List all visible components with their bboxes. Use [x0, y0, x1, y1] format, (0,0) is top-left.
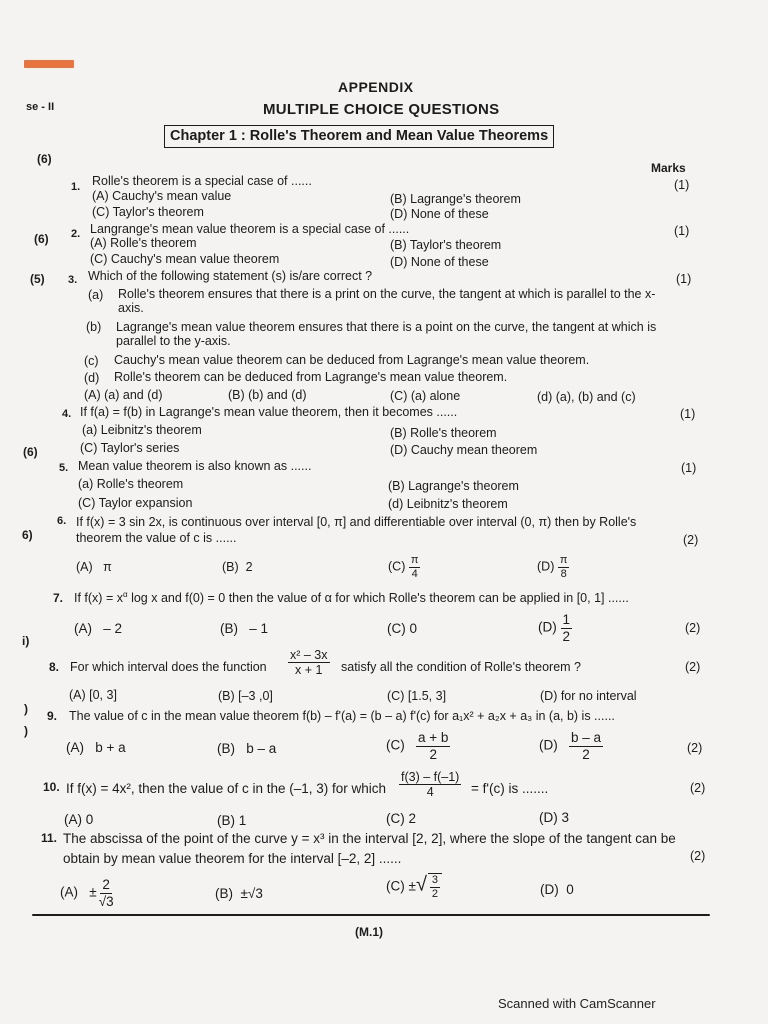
scanner-watermark: Scanned with CamScanner [498, 996, 656, 1011]
question-number: 4. [62, 408, 72, 420]
bottom-rule [32, 914, 710, 916]
side-label: se - II [26, 101, 55, 113]
margin-number: ) [24, 724, 28, 738]
option-d: (D) $\frac{1}{2}$ [538, 612, 571, 644]
radical-sign: √ [415, 873, 427, 896]
question-number: 8. [49, 660, 60, 674]
margin-number: ) [24, 702, 28, 716]
question-number: 9. [47, 709, 58, 723]
question-text-part-b: = f'(c) is ....... [471, 781, 549, 796]
question-number: 10. [43, 780, 60, 794]
option-d [537, 554, 569, 580]
question-text-part-a: For which interval does the function [70, 660, 267, 674]
statement-text: Cauchy's mean value theorem can be deduced from Lagrange's mean value theorem. [114, 353, 590, 367]
option-a [76, 560, 112, 574]
fraction: $\frac{2}{√3}$ [98, 877, 114, 909]
question-marks: (2) [683, 533, 699, 547]
question-marks: (2) [690, 781, 706, 795]
question-fraction [288, 648, 330, 678]
margin-number: (6) [34, 232, 49, 246]
option-b: (B) 1 [217, 813, 247, 828]
question-number: 6. [57, 515, 67, 527]
option-d: (D) Cauchy mean theorem [390, 443, 538, 457]
statement-label: (b) [86, 320, 102, 334]
question-text: Mean value theorem is also known as ...... [78, 459, 312, 473]
option-d: (D) $\frac{b - a}{2}$ [539, 730, 602, 762]
option-value: π [103, 560, 112, 574]
statement-label: (c) [84, 354, 99, 368]
statement-label: (d) [84, 371, 100, 385]
option-b: (B) (b) and (d) [228, 388, 307, 402]
margin-number: (6) [37, 152, 52, 166]
question-text-part-a: If f(x) = 4x², then the value of c in the (–1, 3) for which [66, 781, 387, 796]
option-d: (D) None of these [390, 207, 489, 221]
option-label: (C) [388, 559, 406, 574]
option-b: (B) ±√3 [215, 886, 263, 901]
question-text-line2: obtain by mean value theorem for the interval [–2, 2] ...... [63, 851, 402, 866]
fraction: $\frac{b - a}{2}$ [571, 730, 602, 762]
option-a: (A) ± $\frac{2}{√3}$ [60, 877, 114, 909]
option-b: (B) Taylor's theorem [390, 238, 502, 252]
margin-number: i) [22, 634, 30, 648]
margin-number: (6) [23, 445, 38, 459]
option-d: (D) None of these [390, 255, 489, 269]
option-c: (C) Taylor's theorem [92, 205, 204, 219]
fraction: $\frac{\pi}{8}$ [559, 554, 568, 580]
question-text: Langrange's mean value theorem is a special case of ...... [90, 222, 410, 236]
option-value: 2 [245, 560, 253, 574]
question-number: 3. [68, 274, 78, 286]
question-marks: (1) [680, 407, 696, 421]
statement-text: Rolle's theorem can be deduced from Lagrange's mean value theorem. [114, 370, 508, 384]
fraction: $\frac{a + b}{2}$ [418, 730, 449, 762]
mcq-title: MULTIPLE CHOICE QUESTIONS [263, 101, 500, 118]
option-b: (B) b – a [217, 741, 277, 756]
option-c: (C) Taylor expansion [78, 496, 193, 510]
option-b: (B) – 1 [220, 621, 269, 636]
question-text-line2: theorem the value of c is ...... [76, 531, 237, 545]
option-a: (A) (a) and (d) [84, 388, 163, 402]
option-label: (A) [76, 560, 93, 574]
statement-label: (a) [88, 288, 104, 302]
question-number: 7. [53, 591, 64, 605]
question-number: 2. [71, 228, 81, 240]
statement-text: axis. [118, 301, 144, 315]
question-number: 1. [71, 181, 81, 193]
question-text: If $f(x) = x^\alpha$ log x and f(0) = 0 then the value of α for which Rolle's theorem can be applied in [0, 1] ...... [74, 590, 629, 606]
margin-number: (5) [30, 272, 45, 286]
question-text-part-b: satisfy all the condition of Rolle's theorem ? [341, 660, 582, 674]
option-b: (B) Lagrange's theorem [388, 479, 519, 493]
question-marks: (1) [674, 178, 690, 192]
fraction: $\frac{3}{2}$ [431, 874, 439, 900]
option-c [388, 554, 420, 580]
option-b [222, 560, 253, 574]
option-a: (A) Cauchy's mean value [92, 189, 232, 203]
question-text: The value of c in the mean value theorem f(b) – f'(a) = (b – a) f'(c) for a₁x² + a₂x + a₃ in (a, b) is ...... [69, 709, 615, 723]
option-c: (C) 0 [387, 621, 418, 636]
question-fraction [399, 770, 461, 800]
fraction: $\frac{\text{x² – 3x}}{x + 1}$ [290, 648, 328, 678]
option-c: (C) Cauchy's mean value theorem [90, 252, 280, 266]
question-marks: (1) [676, 272, 692, 286]
question-text: Rolle's theorem is a special case of ...... [92, 174, 312, 188]
marks-heading: Marks [651, 161, 686, 175]
question-marks: (2) [690, 849, 706, 863]
fraction: $\frac{f(3) - f(-1)}{4}$ [401, 770, 460, 800]
option-c: (C) [1.5, 3] [387, 689, 447, 703]
option-d: (D) 3 [539, 810, 569, 825]
option-c: (C) 2 [386, 811, 416, 826]
question-marks: (2) [685, 621, 701, 635]
option-a: (a) Rolle's theorem [78, 477, 184, 491]
question-text: Which of the following statement (s) is/are correct ? [88, 269, 373, 283]
option-a: (A) – 2 [74, 621, 123, 636]
fraction: $\frac{1}{2}$ [562, 612, 571, 644]
question-text: If f(x) = 3 sin 2x, is continuous over interval [0, π] and differentiable over interval (0, π) then by Rolle's [76, 515, 637, 529]
question-number: 11. [41, 831, 58, 845]
option-label: (D) [537, 559, 555, 574]
orange-tab-mark [24, 60, 74, 68]
option-d: (d) (a), (b) and (c) [537, 390, 636, 404]
option-c: (C) ±√ $\frac{3}{2}$ [386, 873, 442, 900]
option-d: (D) 0 [540, 882, 574, 897]
question-marks: (2) [687, 741, 703, 755]
margin-number: 6) [22, 528, 33, 542]
radicand [428, 873, 442, 900]
appendix-heading: APPENDIX [338, 79, 414, 95]
option-d: (D) for no interval [540, 689, 637, 703]
option-c: (C) (a) alone [390, 389, 461, 403]
option-b: (B) Lagrange's theorem [390, 192, 521, 206]
question-marks: (2) [685, 660, 701, 674]
question-text: If f(a) = f(b) in Lagrange's mean value theorem, then it becomes ...... [80, 405, 458, 419]
option-a: (A) [0, 3] [69, 688, 117, 702]
option-b: (B) [–3 ,0] [218, 689, 273, 703]
page-code: (M.1) [355, 925, 383, 939]
option-a: (a) Leibnitz's theorem [82, 423, 202, 437]
option-a: (A) Rolle's theorem [90, 236, 197, 250]
question-marks: (1) [674, 224, 690, 238]
statement-text: Rolle's theorem ensures that there is a print on the curve, the tangent at which is parallel to the x- [118, 287, 656, 301]
question-text: The abscissa of the point of the curve y = x³ in the interval [2, 2], where the slope of the tangent can be [63, 831, 676, 846]
option-b: (B) Rolle's theorem [390, 426, 497, 440]
option-a: (A) b + a [66, 740, 126, 755]
statement-text: parallel to the y-axis. [116, 334, 231, 348]
option-c: (C) Taylor's series [80, 441, 180, 455]
chapter-title: Chapter 1 : Rolle's Theorem and Mean Value Theorems [164, 125, 554, 148]
fraction: $\frac{\pi}{4}$ [410, 554, 419, 580]
question-marks: (1) [681, 461, 697, 475]
option-d: (d) Leibnitz's theorem [388, 497, 508, 511]
statement-text: Lagrange's mean value theorem ensures that there is a point on the curve, the tangent at which is [116, 320, 657, 334]
option-label: (B) [222, 560, 239, 574]
question-number: 5. [59, 462, 69, 474]
option-c: (C) $\frac{a + b}{2}$ [386, 730, 449, 762]
option-a: (A) 0 [64, 812, 94, 827]
